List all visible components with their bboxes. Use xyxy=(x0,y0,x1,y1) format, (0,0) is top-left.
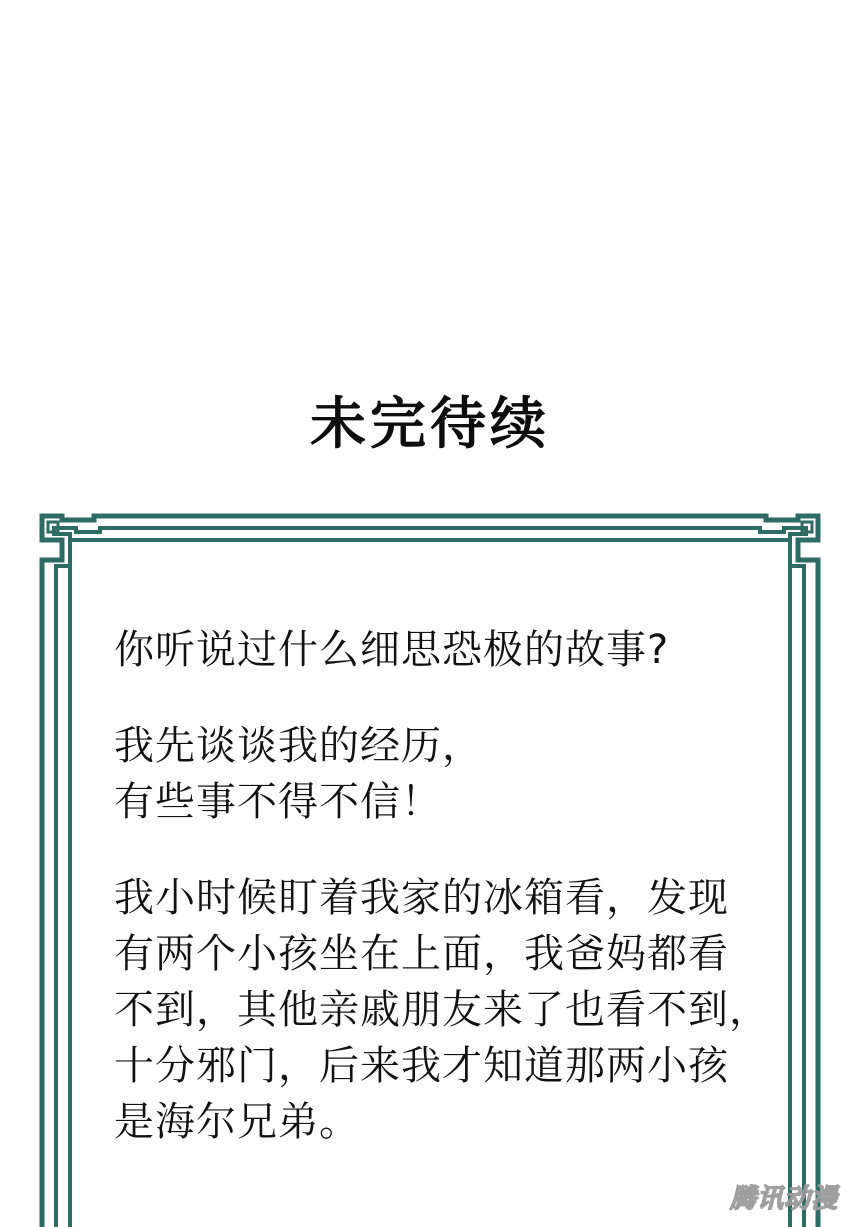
intro-line-1: 我先谈谈我的经历， xyxy=(114,723,483,769)
tencent-comics-watermark: 腾讯动漫 xyxy=(729,1184,838,1214)
question-line: 你听说过什么细思恐极的故事? xyxy=(114,627,670,673)
story-line: 是海尔兄弟。 xyxy=(114,1099,360,1145)
story-line: 有两个小孩坐在上面，我爸妈都看 xyxy=(114,931,729,977)
story-line: 十分邪门，后来我才知道那两小孩 xyxy=(114,1043,729,1089)
intro-line-2: 有些事不得不信！ xyxy=(114,779,442,825)
story-line: 不到，其他亲戚朋友来了也看不到， xyxy=(114,987,770,1033)
story-line: 我小时候盯着我家的冰箱看，发现 xyxy=(114,875,729,921)
story-panel xyxy=(114,622,784,1150)
to-be-continued-title: 未完待续 xyxy=(310,391,550,457)
